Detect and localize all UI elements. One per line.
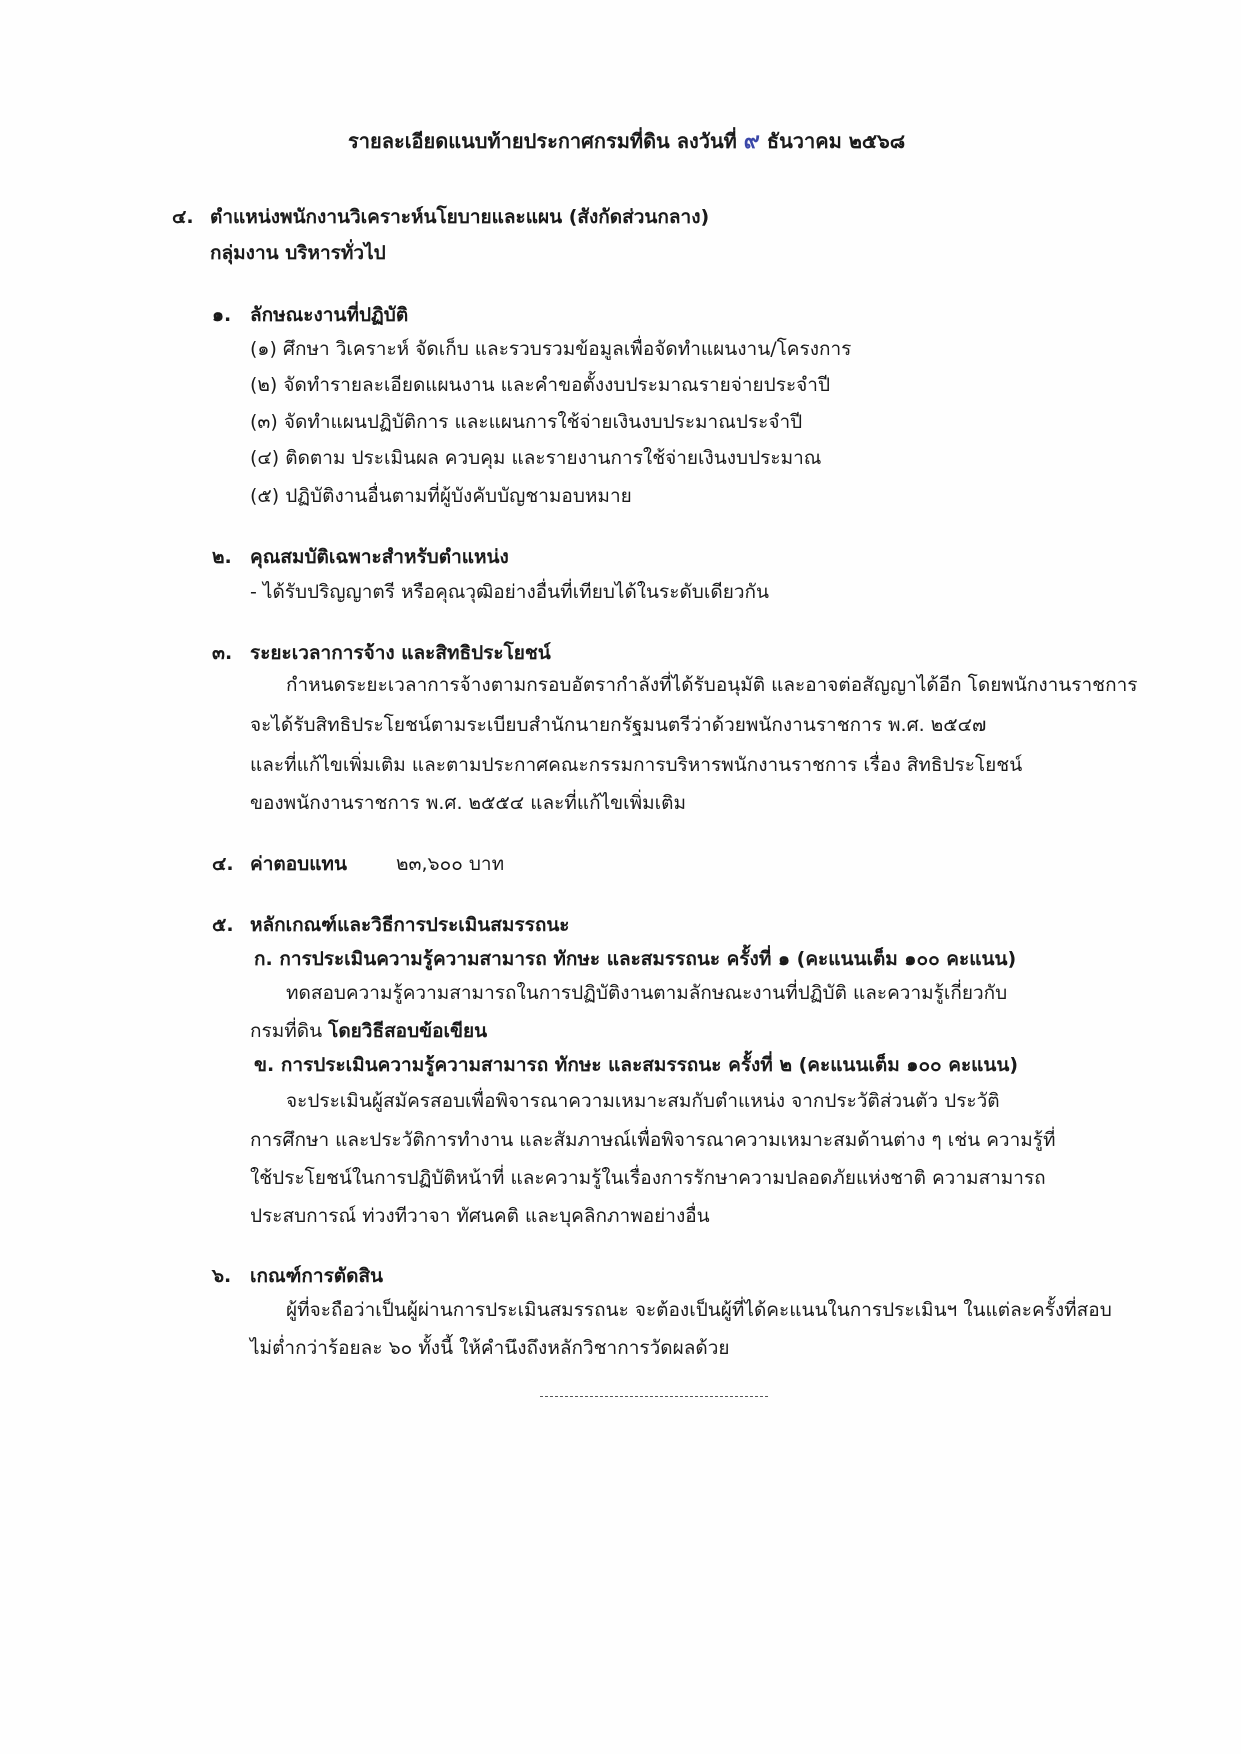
section1-number: ๑. bbox=[212, 304, 232, 326]
section5a-line: ทดสอบความรู้ความสามารถในการปฏิบัติงานตามลักษณะงานที่ปฏิบัติ และความรู้เกี่ยวกับ bbox=[286, 982, 1008, 1004]
section5b-line: ใช้ประโยชน์ในการปฏิบัติหน้าที่ และความรู้ในเรื่องการรักษาความปลอดภัยแห่งชาติ ความสามารถ bbox=[250, 1167, 1046, 1189]
section4-number: ๔. bbox=[212, 853, 234, 875]
position-group: กลุ่มงาน บริหารทั่วไป bbox=[210, 242, 386, 264]
header-suffix: ธันวาคม ๒๕๖๘ bbox=[766, 129, 906, 153]
section5b-line: การศึกษา และประวัติการทำงาน และสัมภาษณ์เพื่อพิจารณาความเหมาะสมด้านต่าง ๆ เช่น ความรู้ที่ bbox=[250, 1129, 1056, 1151]
section5b-line: จะประเมินผู้สมัครสอบเพื่อพิจารณาความเหมาะสมกับตำแหน่ง จากประวัติส่วนตัว ประวัติ bbox=[286, 1090, 1000, 1112]
section3-line: จะได้รับสิทธิประโยชน์ตามระเบียบสำนักนายกรัฐมนตรีว่าด้วยพนักงานราชการ พ.ศ. ๒๕๔๗ bbox=[250, 714, 987, 736]
section5a-exam-method: โดยวิธีสอบข้อเขียน bbox=[328, 1020, 488, 1042]
section1-item: (๑) ศึกษา วิเคราะห์ จัดเก็บ และรวบรวมข้อมูลเพื่อจัดทำแผนงาน/โครงการ bbox=[250, 338, 852, 360]
section3-line: กำหนดระยะเวลาการจ้างตามกรอบอัตรากำลังที่ได้รับอนุมัติ และอาจต่อสัญญาได้อีก โดยพนักงานราชการ bbox=[286, 674, 1138, 696]
section5a-heading: ก. การประเมินความรู้ความสามารถ ทักษะ และสมรรถนะ ครั้งที่ ๑ (คะแนนเต็ม ๑๐๐ คะแนน) bbox=[254, 948, 1017, 970]
section3-number: ๓. bbox=[212, 642, 233, 664]
position-title: ตำแหน่งพนักงานวิเคราะห์นโยบายและแผน (สังกัดส่วนกลาง) bbox=[210, 206, 710, 228]
section6-line: ผู้ที่จะถือว่าเป็นผู้ผ่านการประเมินสมรรถนะ จะต้องเป็นผู้ที่ได้คะแนนในการประเมินฯ ในแต่ละครั้งที่สอบ bbox=[286, 1299, 1112, 1321]
section3-line: ของพนักงานราชการ พ.ศ. ๒๕๕๔ และที่แก้ไขเพิ่มเติม bbox=[250, 792, 687, 814]
end-divider bbox=[540, 1396, 768, 1397]
handwritten-day: ๙ bbox=[743, 129, 760, 154]
section1-item: (๓) จัดทำแผนปฏิบัติการ และแผนการใช้จ่ายเงินงบประมาณประจำปี bbox=[250, 411, 803, 433]
section6-heading: เกณฑ์การตัดสิน bbox=[250, 1265, 384, 1287]
section3-line: และที่แก้ไขเพิ่มเติม และตามประกาศคณะกรรมการบริหารพนักงานราชการ เรื่อง สิทธิประโยชน์ bbox=[250, 754, 1023, 776]
section2-number: ๒. bbox=[212, 546, 232, 568]
document-header bbox=[348, 128, 905, 155]
section6-line: ไม่ต่ำกว่าร้อยละ ๖๐ ทั้งนี้ ให้คำนึงถึงหลักวิชาการวัดผลด้วย bbox=[250, 1337, 730, 1359]
section5-number: ๕. bbox=[212, 914, 234, 936]
section1-item: (๔) ติดตาม ประเมินผล ควบคุม และรายงานการใช้จ่ายเงินงบประมาณ bbox=[250, 447, 822, 469]
section5b-heading: ข. การประเมินความรู้ความสามารถ ทักษะ และสมรรถนะ ครั้งที่ ๒ (คะแนนเต็ม ๑๐๐ คะแนน) bbox=[254, 1054, 1019, 1076]
section5a-line2-plain: กรมที่ดิน bbox=[250, 1020, 329, 1042]
section1-item: (๒) จัดทำรายละเอียดแผนงาน และคำขอตั้งงบประมาณรายจ่ายประจำปี bbox=[250, 374, 831, 396]
section6-number: ๖. bbox=[212, 1265, 232, 1287]
section4-heading: ค่าตอบแทน bbox=[250, 853, 347, 875]
section3-heading: ระยะเวลาการจ้าง และสิทธิประโยชน์ bbox=[250, 642, 551, 664]
section4-amount: ๒๓,๖๐๐ บาท bbox=[396, 853, 505, 875]
header-prefix: รายละเอียดแนบท้ายประกาศกรมที่ดิน ลงวันที่ bbox=[348, 129, 737, 153]
section5a-line2 bbox=[250, 1018, 487, 1044]
section5-heading: หลักเกณฑ์และวิธีการประเมินสมรรถนะ bbox=[250, 914, 570, 936]
section5b-line: ประสบการณ์ ท่วงทีวาจา ทัศนคติ และบุคลิกภาพอย่างอื่น bbox=[250, 1205, 710, 1227]
section2-heading: คุณสมบัติเฉพาะสำหรับตำแหน่ง bbox=[250, 546, 509, 568]
section1-heading: ลักษณะงานที่ปฏิบัติ bbox=[250, 304, 409, 326]
position-number: ๔. bbox=[172, 206, 194, 228]
section1-item: (๕) ปฏิบัติงานอื่นตามที่ผู้บังคับบัญชามอบหมาย bbox=[250, 485, 632, 507]
section2-text: - ได้รับปริญญาตรี หรือคุณวุฒิอย่างอื่นที่เทียบได้ในระดับเดียวกัน bbox=[250, 581, 769, 603]
